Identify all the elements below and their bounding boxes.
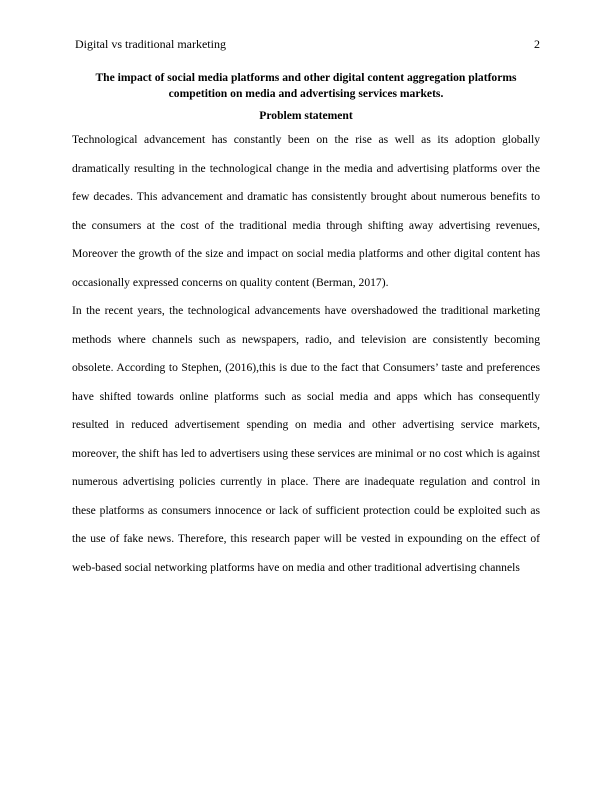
page-number: 2 [534,37,540,51]
body-text [72,126,540,582]
section-heading: Problem statement [259,109,353,122]
running-header [75,36,540,52]
paragraph-1: Technological advancement has constantly been on the rise as well as its adoption globally dramatically resulting in the technological change in the media and advertising platforms over the few decades. This advancement and dramatic has consistently brought about numerous benefits to the consumers at the cost of the traditional media through shifting away advertising revenues, Moreover the growth of the size and impact on social media platforms and other digital content has occasionally expressed concerns on quality content (Berman, 2017). [72,133,540,289]
running-title: Digital vs traditional marketing [75,37,226,51]
document-title: The impact of social media platforms and other digital content aggregation platforms competition on media and advertising services markets. [95,71,517,100]
paragraph-2: In the recent years, the technological advancements have overshadowed the traditional marketing methods where channels such as newspapers, radio, and television are consistently becoming obsolete. According to Stephen, (2016),this is due to the fact that Consumers’ taste and preferences have shifted towards online platforms such as social media and apps which has consequently resulted in reduced advertisement spending on media and other advertising service markets, moreover, the shift has led to advertisers using these services are minimal or no cost which is against numerous advertising policies currently in place. There are inadequate regulation and control in these platforms as consumers innocence or lack of sufficient protection could be exploited such as the use of fake news. Therefore, this research paper will be vested in expounding on the effect of web-based social networking platforms have on media and other traditional advertising channels [72,304,540,574]
